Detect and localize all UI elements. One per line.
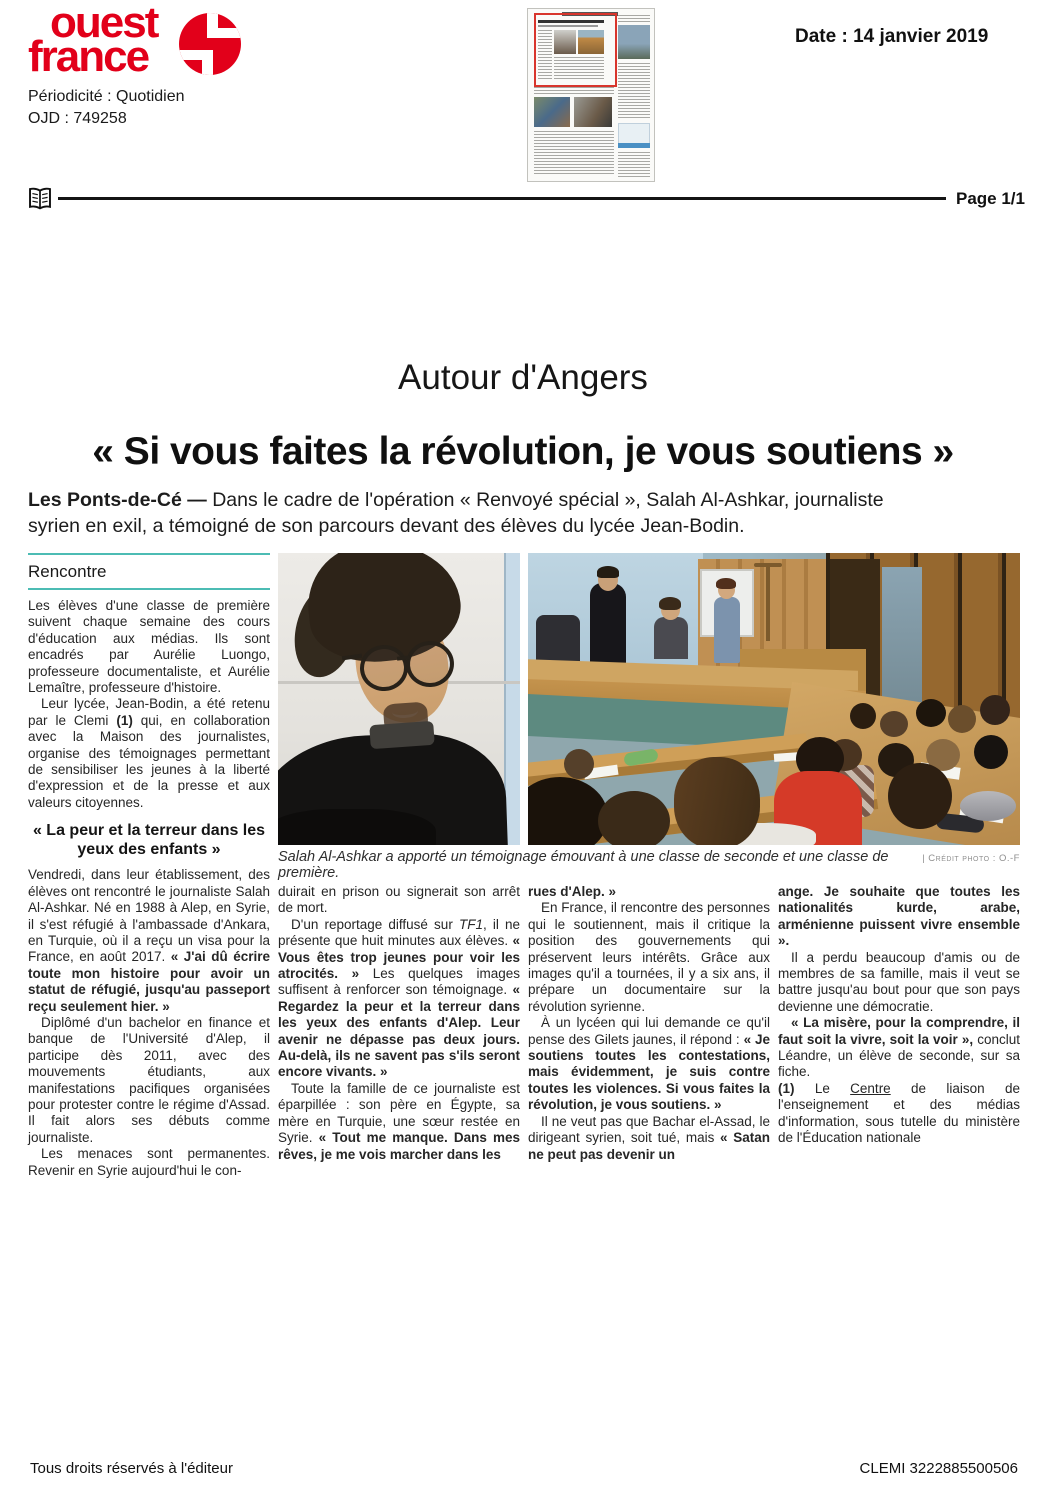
paragraph: Toute la famille de ce journaliste est éparpillée : son père en Égypte, sa mère en Turquie, une sœur restée en Syrie. « Tout me manque. Dans mes rêves, je me vois marcher dans les [278, 1080, 520, 1162]
rights-notice: Tous droits réservés à l'éditeur [30, 1460, 233, 1477]
paragraph: Il a perdu beaucoup d'amis ou de membres de sa famille, mais il veut se battre jusqu'au bout pour que son pays devienne une démocratie. [778, 949, 1020, 1014]
paragraph: Les élèves d'une classe de première suivent chaque semaine des cours d'éducation aux médias. Ils sont encadrés par Aurélie Luongo, professeure documentaliste, et Aurélie Lemaître, professeure d'histoire. [28, 598, 270, 696]
photo-detail [714, 597, 740, 663]
thumb-infographic-bar [618, 143, 650, 148]
paragraph: Diplômé d'un bachelor en finance et banque de l'Université d'Alep, il participe dès 2011, avec des mouvements étudiants, aux manifestations pacifiques organisées pour protester contre le régime d'Assad. Il fait alors ses débuts comme journaliste. [28, 1014, 270, 1145]
photo-detail [716, 578, 736, 589]
paragraph: Leur lycée, Jean-Bodin, a été retenu par le Clemi (1) qui, en collaboration avec la Maison des journalistes, organise des témoignages permettant de sensibiliser les jeunes à la liberté d'expression et de la presse et aux valeurs citoyennes. [28, 696, 270, 810]
page-indicator: Page 1/1 [956, 189, 1025, 208]
ojd-label: OJD : 749258 [28, 110, 127, 127]
photo-caption [278, 849, 1020, 881]
article-kicker: Autour d'Angers [398, 358, 648, 397]
caption-text: Salah Al-Ashkar a apporté un témoignage émouvant à une classe de seconde et une classe de première. [278, 849, 889, 881]
article-column-1 [28, 553, 270, 1179]
article-column-3 [528, 884, 770, 1163]
photo-detail [528, 777, 608, 845]
article-column-4 [778, 884, 1020, 1147]
photo-detail [754, 563, 782, 567]
paragraph: rues d'Alep. » [528, 884, 616, 899]
photo-detail [948, 705, 976, 733]
portrait-photo-salah-al-ashkar [278, 553, 520, 845]
footnote: (1) Le Centre de liaison de l'enseignement et des médias d'information, sous tutelle du ministère de l'Éducation nationale [778, 1080, 1020, 1146]
lecture-hall-photo [528, 553, 1020, 845]
photo-detail [974, 735, 1008, 769]
paragraph: Les menaces sont permanentes. Revenir en Syrie aujourd'hui le con- [28, 1146, 270, 1178]
open-book-icon [27, 186, 53, 217]
photo-detail [980, 695, 1010, 725]
thumb-text-lines [618, 63, 650, 119]
thumb-text-lines [534, 87, 614, 95]
photo-detail [654, 617, 688, 659]
thumb-text-lines [618, 152, 650, 177]
article-lead: Les Ponts-de-Cé — Dans le cadre de l'opération « Renvoyé spécial », Salah Al-Ashkar, journaliste syrien en exil, a témoigné de son parcours devant des élèves du lycée Jean-Bodin. [28, 489, 884, 537]
section-label: Rencontre [28, 553, 270, 590]
photo-detail [888, 763, 952, 829]
photo-detail [674, 757, 760, 845]
paragraph: « La misère, pour la comprendre, il faut soit la vivre, soit la voir », conclut Léandre, un élève de seconde, sur sa fiche. [778, 1015, 1020, 1080]
paragraph: En France, il rencontre des personnes qui le soutiennent, mais il critique la position des gouvernements qui préservent leurs intérêts. Grâce aux images qu'il a tournées, il y a six ans, il prépare un documentaire sur la révolution syrienne. [528, 900, 770, 1014]
paragraph: Il ne veut pas que Bachar el-Assad, le dirigeant syrien, soit tué, mais « Satan ne peut pas devenir un [528, 1113, 770, 1162]
thumb-photo [534, 97, 570, 127]
logo-text-line1: ouest [50, 0, 158, 47]
header-divider [58, 197, 946, 200]
page-thumbnail [527, 8, 655, 182]
publication-meta [28, 86, 185, 130]
paragraph: D'un reportage diffusé sur TF1, il ne présente que huit minutes aux élèves. « Vous êtes trop jeunes pour voir les atrocités. » Les quelques images suffisent à renforcer son témoignage. « Regardez la peur et la terreur dans les yeux des enfants d'Alep. Leur avenir ne dépasse pas deux jours. Au-delà, ils ne savent pas s'ils seront encore vivants. » [278, 916, 520, 1080]
thumb-article-highlight-rect [534, 13, 617, 87]
photo-detail [766, 565, 770, 641]
photo-detail [960, 791, 1016, 821]
photo-detail [278, 809, 436, 845]
article-subhead: « La peur et la terreur dans les yeux des enfants » [32, 822, 266, 859]
thumb-text-lines [618, 15, 650, 23]
photo-detail [880, 711, 908, 737]
photo-detail [916, 699, 946, 727]
thumb-photo [618, 25, 650, 59]
photo-detail [590, 583, 626, 673]
thumb-photo [574, 97, 612, 127]
article-column-2 [278, 884, 520, 1163]
paragraph: duirait en prison ou signerait son arrêt de mort. [278, 884, 520, 916]
photo-detail [659, 597, 681, 610]
ouest-france-emblem-icon [178, 12, 242, 81]
article-title: « Si vous faites la révolution, je vous soutiens » [92, 430, 954, 473]
photo-credit: | Crédit photo : O.-F [922, 853, 1020, 864]
clipping-date: Date : 14 janvier 2019 [795, 26, 989, 47]
ouest-france-logo [28, 0, 158, 81]
photo-detail [597, 566, 619, 578]
paragraph: À un lycéen qui lui demande ce qu'il pense des Gilets jaunes, il répond : « Je soutiens toutes les contestations, mais évidemment, je suis contre toutes les violences. Si vous faites la révolution, je vous soutiens. » [528, 1015, 770, 1113]
photo-detail [850, 703, 876, 729]
photo-detail [369, 721, 435, 749]
clipping-reference: CLEMI 3222885500506 [859, 1460, 1018, 1477]
photo-detail [504, 553, 520, 845]
photo-detail [598, 791, 670, 845]
logo-text-line2: france [28, 32, 149, 81]
photo-detail [564, 749, 594, 779]
paragraph: Vendredi, dans leur établissement, des élèves ont rencontré le journaliste Salah Al-Ashkar. Né en 1988 à Alep, en Syrie, il s'est réfugié à l'ambassade d'Ankara, en Turquie, où il a reçu un visa pour la France, en août 2017. « J'ai dû écrire toute mon histoire pour avoir un statut de réfugié, jusqu'au passeport reçu seulement hier. » [28, 867, 270, 1014]
periodicity-label: Périodicité : Quotidien [28, 88, 185, 105]
thumb-text-lines [534, 131, 614, 175]
paragraph: ange. Je souhaite que toutes les nationalités kurde, arabe, arménienne puissent vivre ensemble ». [778, 884, 1020, 949]
